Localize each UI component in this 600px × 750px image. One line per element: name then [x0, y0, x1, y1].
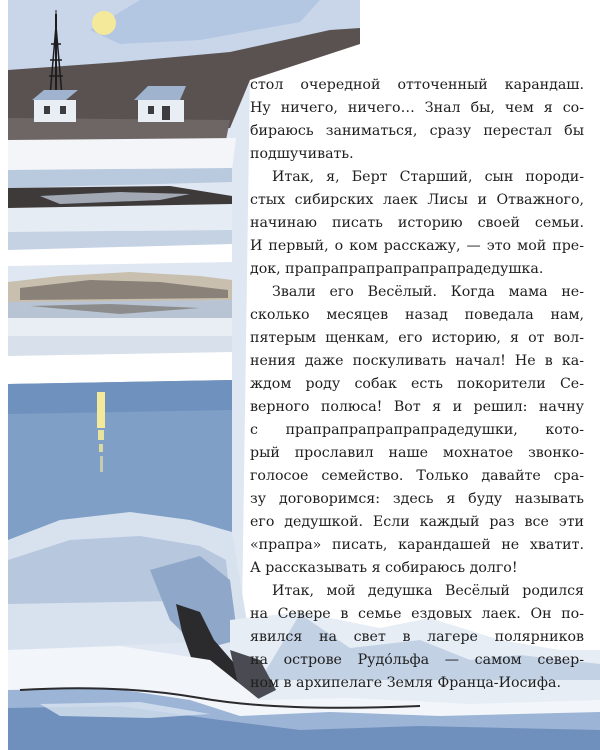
text-line: зу договоримся: здесь я буду называть: [250, 491, 584, 507]
text-line: его дедушкой. Если каждый раз все эти: [250, 514, 584, 530]
text-line: на Севере в семье ездовых лаек. Он по-: [250, 606, 584, 622]
text-line: на острове Рудо́льфа — самом север-: [250, 652, 584, 668]
text-line: ном в архипелаге Земля Франца-Иосифа.: [250, 675, 561, 691]
white-gap-2: [8, 352, 232, 384]
text-line: док, прапрапрапрапрапрапрадедушка.: [250, 261, 544, 277]
text-line: голосое семейство. Только давайте сра-: [250, 468, 584, 484]
text-line: верного полюса! Вот я и решил: начну: [250, 399, 584, 415]
text-line: И первый, о ком расскажу, — это мой пре-: [250, 238, 584, 254]
text-line: стых сибирских лаек Лисы и Отважного,: [250, 192, 584, 208]
text-line: бираюсь заниматься, сразу перестал бы: [250, 123, 584, 139]
text-line: сколько месяцев назад поведала нам,: [250, 307, 584, 323]
text-line: с прапрапрапрапрапрадедушки, кото-: [250, 422, 584, 438]
sun: [92, 11, 116, 35]
hut-left: [32, 90, 78, 122]
text-line: Звали его Весёлый. Когда мама не-: [272, 284, 584, 300]
text-line: Итак, я, Берт Старший, сын породи-: [272, 169, 584, 185]
text-column: [250, 74, 584, 695]
text-line: стол очередной отточенный карандаш.: [250, 77, 584, 93]
sun-reflection-4: [100, 456, 103, 472]
text-line: рый прославил наше мохнатое звонко-: [250, 445, 584, 461]
sun-reflection-3: [99, 444, 103, 452]
text-line: ждом роду собак есть покорители Се-: [250, 376, 584, 392]
text-line: нения даже поскуливать начал! Не в ка-: [250, 353, 584, 369]
paragraph: [250, 281, 584, 580]
text-line: начинаю писать историю своей семьи.: [250, 215, 584, 231]
sun-reflection-2: [98, 430, 104, 440]
text-line: А рассказывать я собираюсь долго!: [250, 560, 518, 576]
paragraph: [250, 166, 584, 281]
text-line: Итак, мой дедушка Весёлый родился: [272, 583, 584, 599]
text-line: подшучивать.: [250, 146, 354, 162]
paragraph: [250, 74, 584, 166]
sea-top-band: [8, 380, 232, 414]
text-line: Ну ничего, ничего… Знал бы, чем я со-: [250, 100, 584, 116]
text-line: явился на свет в лагере полярников: [250, 629, 584, 645]
paragraph: [250, 580, 584, 695]
text-line: «прапра» писать, карандашей не хватит.: [250, 537, 584, 553]
text-line: пятерым щенкам, его историю, я от вол-: [250, 330, 584, 346]
sun-reflection: [97, 392, 105, 428]
